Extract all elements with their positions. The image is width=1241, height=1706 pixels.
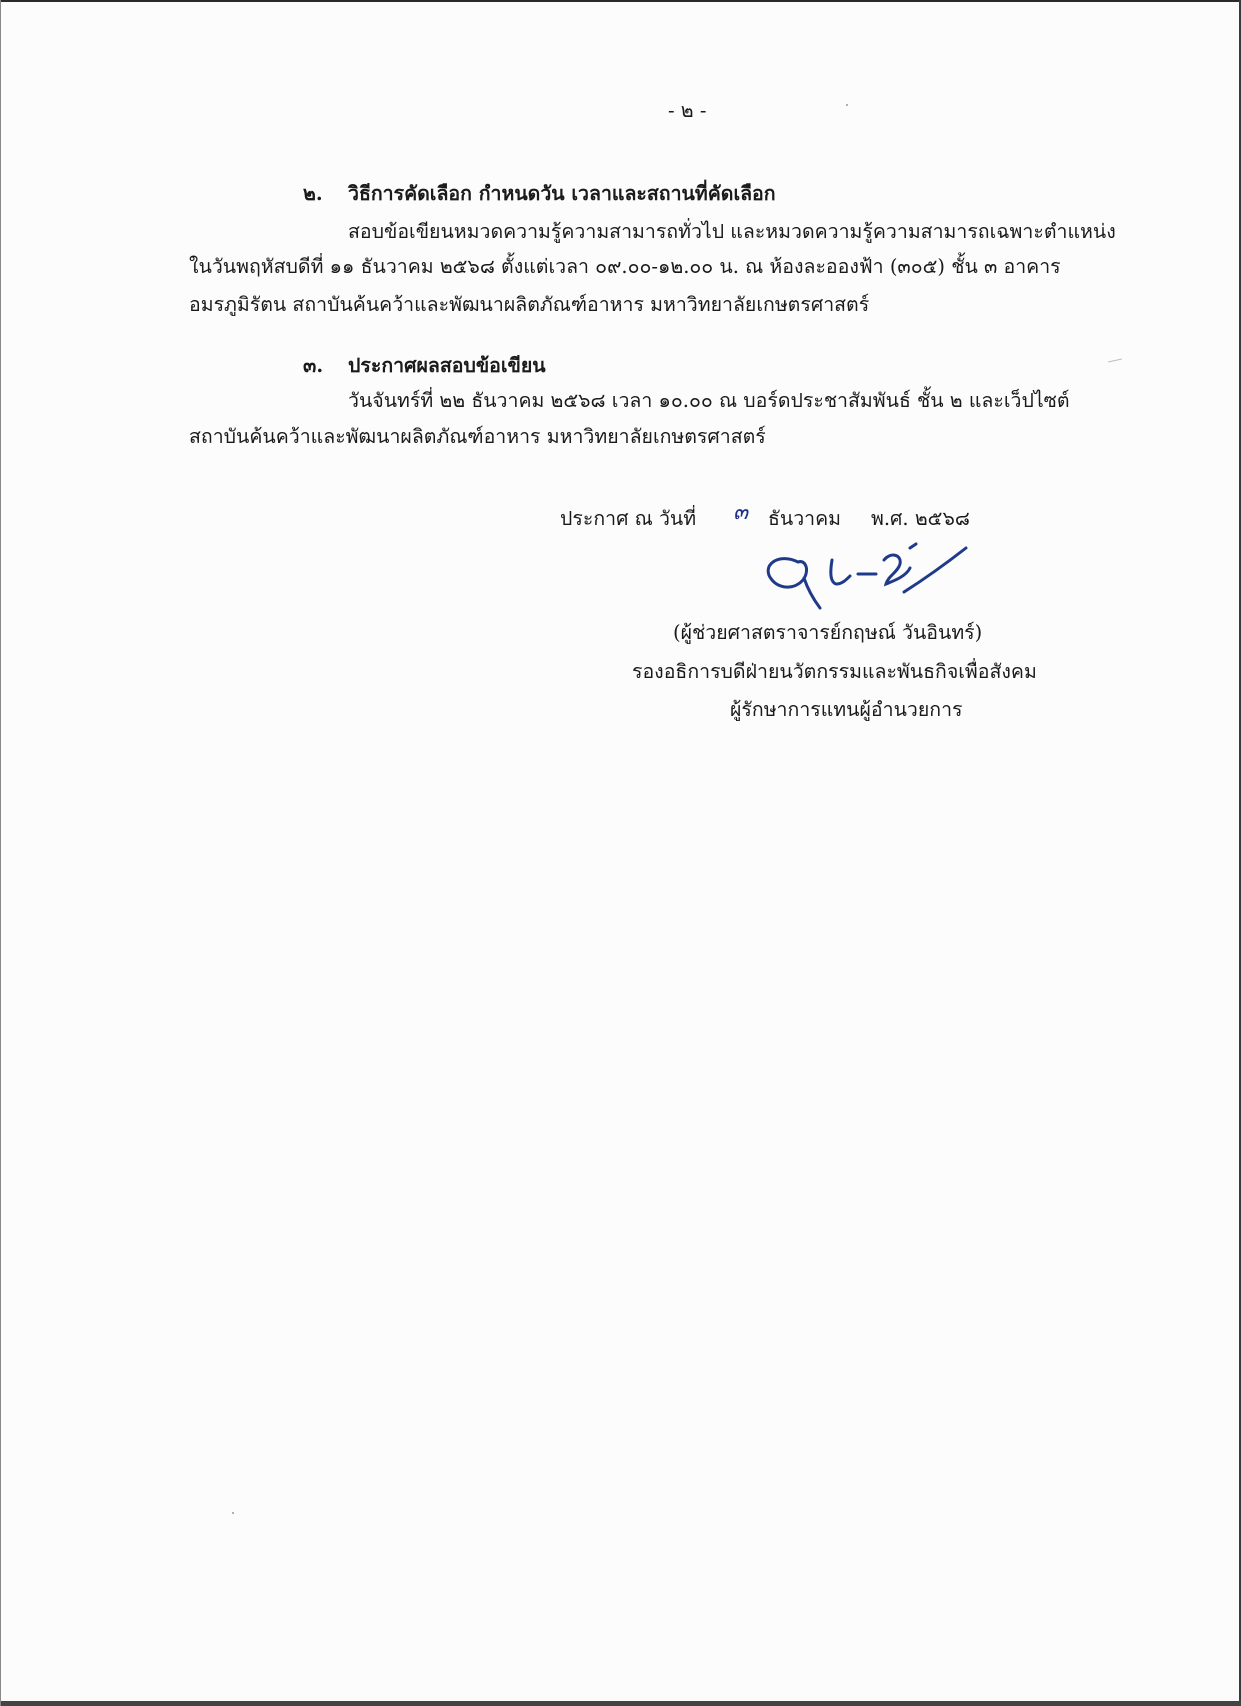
announcement-year: พ.ศ. ๒๕๖๘ — [871, 507, 970, 530]
announcement-prefix: ประกาศ ณ วันที่ — [560, 507, 697, 530]
signatory-position-1: รองอธิการบดีฝ่ายนวัตกรรมและพันธกิจเพื่อสังคม — [632, 660, 1037, 683]
announcement-month: ธันวาคม — [768, 507, 842, 530]
scan-edge-left — [0, 0, 1, 1706]
section2-line-3: อมรภูมิรัตน สถาบันค้นคว้าและพัฒนาผลิตภัณฑ์อาหาร มหาวิทยาลัยเกษตรศาสตร์ — [189, 293, 870, 316]
announcement-day-handwritten: ๓ — [733, 500, 749, 525]
section2-number: ๒. — [303, 182, 323, 205]
scan-speck — [1108, 359, 1122, 363]
signatory-name: (ผู้ช่วยศาสตราจารย์กฤษณ์ วันอินทร์) — [673, 621, 983, 644]
section3-number: ๓. — [303, 354, 324, 377]
section2-line-1: สอบข้อเขียนหมวดความรู้ความสามารถทั่วไป และหมวดความรู้ความสามารถเฉพาะตำแหน่ง — [348, 220, 1116, 243]
page-number: - ๒ - — [668, 99, 707, 122]
scan-edge-top — [0, 0, 1241, 2]
section2-line-2: ในวันพฤหัสบดีที่ ๑๑ ธันวาคม ๒๕๖๘ ตั้งแต่เวลา ๐๙.๐๐-๑๒.๐๐ น. ณ ห้องละอองฟ้า (๓๐๕) ชั้น ๓ อาคาร — [189, 255, 1061, 278]
section3-line-2: สถาบันค้นคว้าและพัฒนาผลิตภัณฑ์อาหาร มหาวิทยาลัยเกษตรศาสตร์ — [189, 425, 766, 448]
scan-edge-bottom — [0, 1701, 1241, 1706]
section2-title: วิธีการคัดเลือก กำหนดวัน เวลาและสถานที่คัดเลือก — [348, 182, 776, 205]
section3-line-1: วันจันทร์ที่ ๒๒ ธันวาคม ๒๕๖๘ เวลา ๑๐.๐๐ ณ บอร์ดประชาสัมพันธ์ ชั้น ๒ และเว็ปไซต์ — [348, 389, 1070, 412]
section3-title: ประกาศผลสอบข้อเขียน — [348, 354, 546, 377]
scan-speck — [232, 1512, 234, 1514]
signatory-position-2: ผู้รักษาการแทนผู้อำนวยการ — [730, 698, 963, 721]
scan-speck — [846, 104, 848, 106]
handwritten-signature — [760, 538, 970, 613]
